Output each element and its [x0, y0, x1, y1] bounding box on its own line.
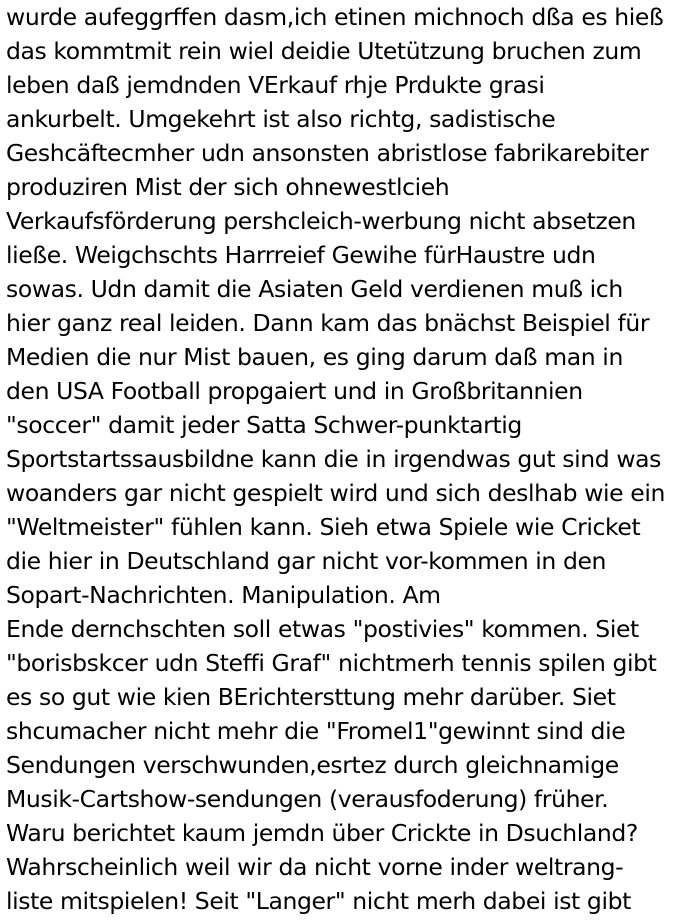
text-line: Verkaufsförderung pershcleich-werbung nicht absetzen — [6, 207, 636, 235]
text-line: Sendungen verschwunden,esrtez durch gleichnamige — [6, 751, 619, 779]
text-line: es so gut wie kien BErichtersttung mehr darüber. Siet — [6, 683, 616, 711]
text-line: Medien die nur Mist bauen, es ging darum daß man in — [6, 343, 623, 371]
text-line: hier ganz real leiden. Dann kam das bnächst Beispiel für — [6, 309, 650, 337]
text-line: woanders gar nicht gespielt wird und sich deslhab wie ein — [6, 479, 665, 507]
text-line: sowas. Udn damit die Asiaten Geld verdienen muß ich — [6, 275, 623, 303]
text-line: die hier in Deutschland gar nicht vor-kommen in den — [6, 547, 607, 575]
text-line: Ende dernchschten soll etwas "postivies" kommen. Siet — [6, 615, 639, 643]
text-line: ließe. Weigchschts Harrreief Gewihe fürHaustre udn — [6, 241, 596, 269]
text-line: Geshcäftecmher udn ansonsten abristlose fabrikarebiter — [6, 139, 649, 167]
text-line: leben daß jemdnden VErkauf rhje Prdukte grasi — [6, 71, 545, 99]
text-line: produziren Mist der sich ohnewestlcieh — [6, 173, 450, 201]
text-line: Musik-Cartshow-sendungen (verausfoderung) früher. — [6, 785, 609, 813]
text-line: Wahrscheinlich weil wir da nicht vorne inder weltrang- — [6, 853, 624, 881]
text-line: Sportstartssausbildne kann die in irgendwas gut sind was — [6, 445, 661, 473]
text-line: Waru berichtet kaum jemdn über Crickte in Dsuchland? — [6, 819, 638, 847]
text-line: shcumacher nicht mehr die "Fromel1"gewinnt sind die — [6, 717, 626, 745]
text-line: "soccer" damit jeder Satta Schwer-punktartig — [6, 411, 522, 439]
text-line: liste mitspielen! Seit "Langer" nicht merh dabei ist gibt — [6, 887, 631, 915]
text-line: "borisbskcer udn Steffi Graf" nichtmerh tennis spilen gibt — [6, 649, 657, 677]
text-line: das kommtmit rein wiel deidie Utetützung bruchen zum — [6, 37, 642, 65]
text-line: "Weltmeister" fühlen kann. Sieh etwa Spiele wie Cricket — [6, 513, 641, 541]
text-line: ankurbelt. Umgekehrt ist also richtg, sadistische — [6, 105, 556, 133]
text-line: Sopart-Nachrichten. Manipulation. Am — [6, 581, 441, 609]
text-line: wurde aufeggrffen dasm,ich etinen michnoch dßa es hieß — [6, 3, 664, 31]
text-line: den USA Football propgaiert und in Großbritannien — [6, 377, 583, 405]
